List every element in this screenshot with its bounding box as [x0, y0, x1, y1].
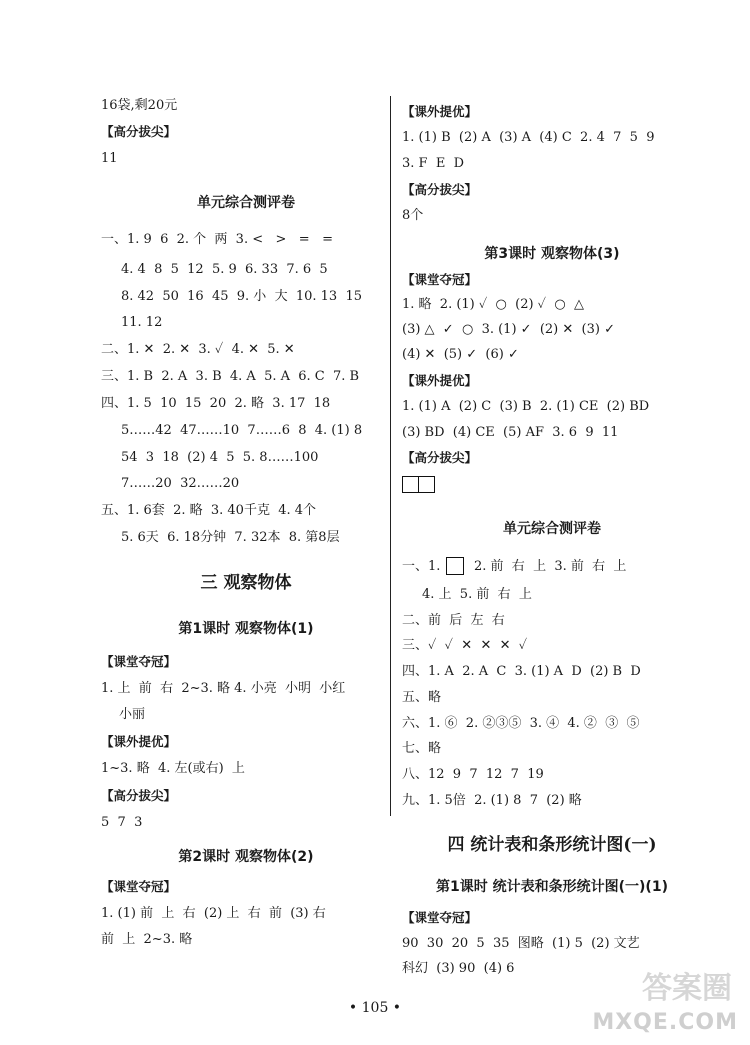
answer-line: 一、1. 9 6 2. 个 两 3. < > = =	[101, 232, 333, 247]
answer-line: 5. 6天 6. 18分钟 7. 32本 8. 第8层	[121, 530, 340, 545]
answer-line: 11	[101, 151, 118, 166]
answer-line: 7……20 32……20	[121, 476, 240, 491]
answer-line: 七、略	[402, 741, 442, 756]
answer-line: 一、1.	[402, 559, 441, 574]
answer-line: 4. 4 8 5 12 5. 9 6. 33 7. 6 5	[121, 262, 328, 277]
answer-line: 5 7 3	[101, 815, 143, 830]
answer-line: 54 3 18 (2) 4 5 5. 8……100	[121, 450, 319, 465]
section-tag: 【课堂夺冠】	[101, 654, 177, 669]
answer-line: 2. 前 右 上 3. 前 右 上	[474, 559, 627, 574]
section-title: 三 观察物体	[200, 573, 292, 593]
answer-line: 五、略	[402, 690, 442, 705]
answer-line: 1. (1) B (2) A (3) A (4) C 2. 4 7 5 9	[402, 130, 655, 145]
lesson-title: 第3课时 观察物体(3)	[484, 246, 620, 262]
answer-line: 六、1. ⑥ 2. ②③⑤ 3. ④ 4. ② ③ ⑤	[402, 716, 640, 731]
watermark-url: MXQE.COM	[592, 1010, 738, 1035]
answer-line: 二、1. ✕ 2. ✕ 3. ✓ 4. ✕ 5. ✕	[101, 342, 295, 357]
answer-line: 5……42 47……10 7……6 8 4. (1) 8	[121, 423, 363, 438]
answer-line: 三、1. B 2. A 3. B 4. A 5. A 6. C 7. B	[101, 369, 360, 384]
page-number: • 105 •	[348, 1000, 402, 1016]
answer-line: 四、1. A 2. A C 3. (1) A D (2) B D	[402, 664, 641, 679]
answer-line: 8. 42 50 16 45 9. 小 大 10. 13 15	[121, 289, 362, 304]
answer-line: 16袋,剩20元	[101, 98, 178, 113]
lesson-title: 第1课时 统计表和条形统计图(一)(1)	[436, 879, 668, 895]
answer-line: 九、1. 5倍 2. (1) 8 7 (2) 略	[402, 793, 582, 808]
answer-line: 90 30 20 5 35 图略 (1) 5 (2) 文艺	[402, 936, 640, 951]
answer-line: 3. F E D	[402, 156, 464, 171]
answer-line: 1~3. 略 4. 左(或右) 上	[101, 761, 245, 776]
watermark-logo: 答案圈	[642, 971, 732, 1006]
answer-line: (3) △ ✓ ○ 3. (1) ✓ (2) ✕ (3) ✓	[402, 322, 615, 337]
answer-line: 科幻 (3) 90 (4) 6	[402, 961, 515, 976]
answer-line: 四、1. 5 10 15 20 2. 略 3. 17 18	[101, 396, 331, 411]
answer-line: 4. 上 5. 前 右 上	[422, 587, 532, 602]
section-tag: 【高分拔尖】	[101, 788, 177, 803]
section-tag: 【高分拔尖】	[101, 124, 177, 139]
lesson-title: 第1课时 观察物体(1)	[178, 621, 314, 637]
lesson-title: 第2课时 观察物体(2)	[178, 849, 314, 865]
answer-line: 八、12 9 7 12 7 19	[402, 767, 544, 782]
section-tag: 【高分拔尖】	[402, 182, 478, 197]
section-title: 四 统计表和条形统计图(一)	[447, 835, 657, 855]
answer-line: 三、✓ ✓ ✕ ✕ ✕ ✓	[402, 638, 528, 653]
answer-line: 11. 12	[121, 315, 163, 330]
answer-line: 二、前 后 左 右	[402, 613, 505, 628]
answer-line: 1. 略 2. (1) ✓ ○ (2) ✓ ○ △	[402, 297, 584, 312]
unit-test-title: 单元综合测评卷	[197, 195, 295, 211]
two-squares-figure	[402, 476, 433, 497]
answer-line: (4) ✕ (5) ✓ (6) ✓	[402, 347, 519, 362]
answer-line: 五、1. 6套 2. 略 3. 40千克 4. 4个	[101, 503, 317, 518]
answer-line: 1. (1) A (2) C (3) B 2. (1) CE (2) BD	[402, 399, 650, 414]
answer-line: 1. (1) 前 上 右 (2) 上 右 前 (3) 右	[101, 906, 326, 921]
section-tag: 【课外提优】	[402, 104, 478, 119]
unit-test-title: 单元综合测评卷	[503, 521, 601, 537]
section-tag: 【课外提优】	[101, 734, 177, 749]
section-tag: 【课堂夺冠】	[402, 272, 478, 287]
section-tag: 【高分拔尖】	[402, 450, 478, 465]
answer-line: 1. 上 前 右 2~3. 略 4. 小亮 小明 小红	[101, 681, 346, 696]
section-tag: 【课堂夺冠】	[402, 910, 478, 925]
section-tag: 【课堂夺冠】	[101, 879, 177, 894]
answer-line: 8个	[402, 208, 424, 223]
answer-line: 小丽	[119, 707, 146, 722]
section-tag: 【课外提优】	[402, 373, 478, 388]
answer-line: (3) BD (4) CE (5) AF 3. 6 9 11	[402, 425, 619, 440]
square-figure	[446, 557, 464, 575]
answer-line: 前 上 2~3. 略	[101, 932, 193, 947]
